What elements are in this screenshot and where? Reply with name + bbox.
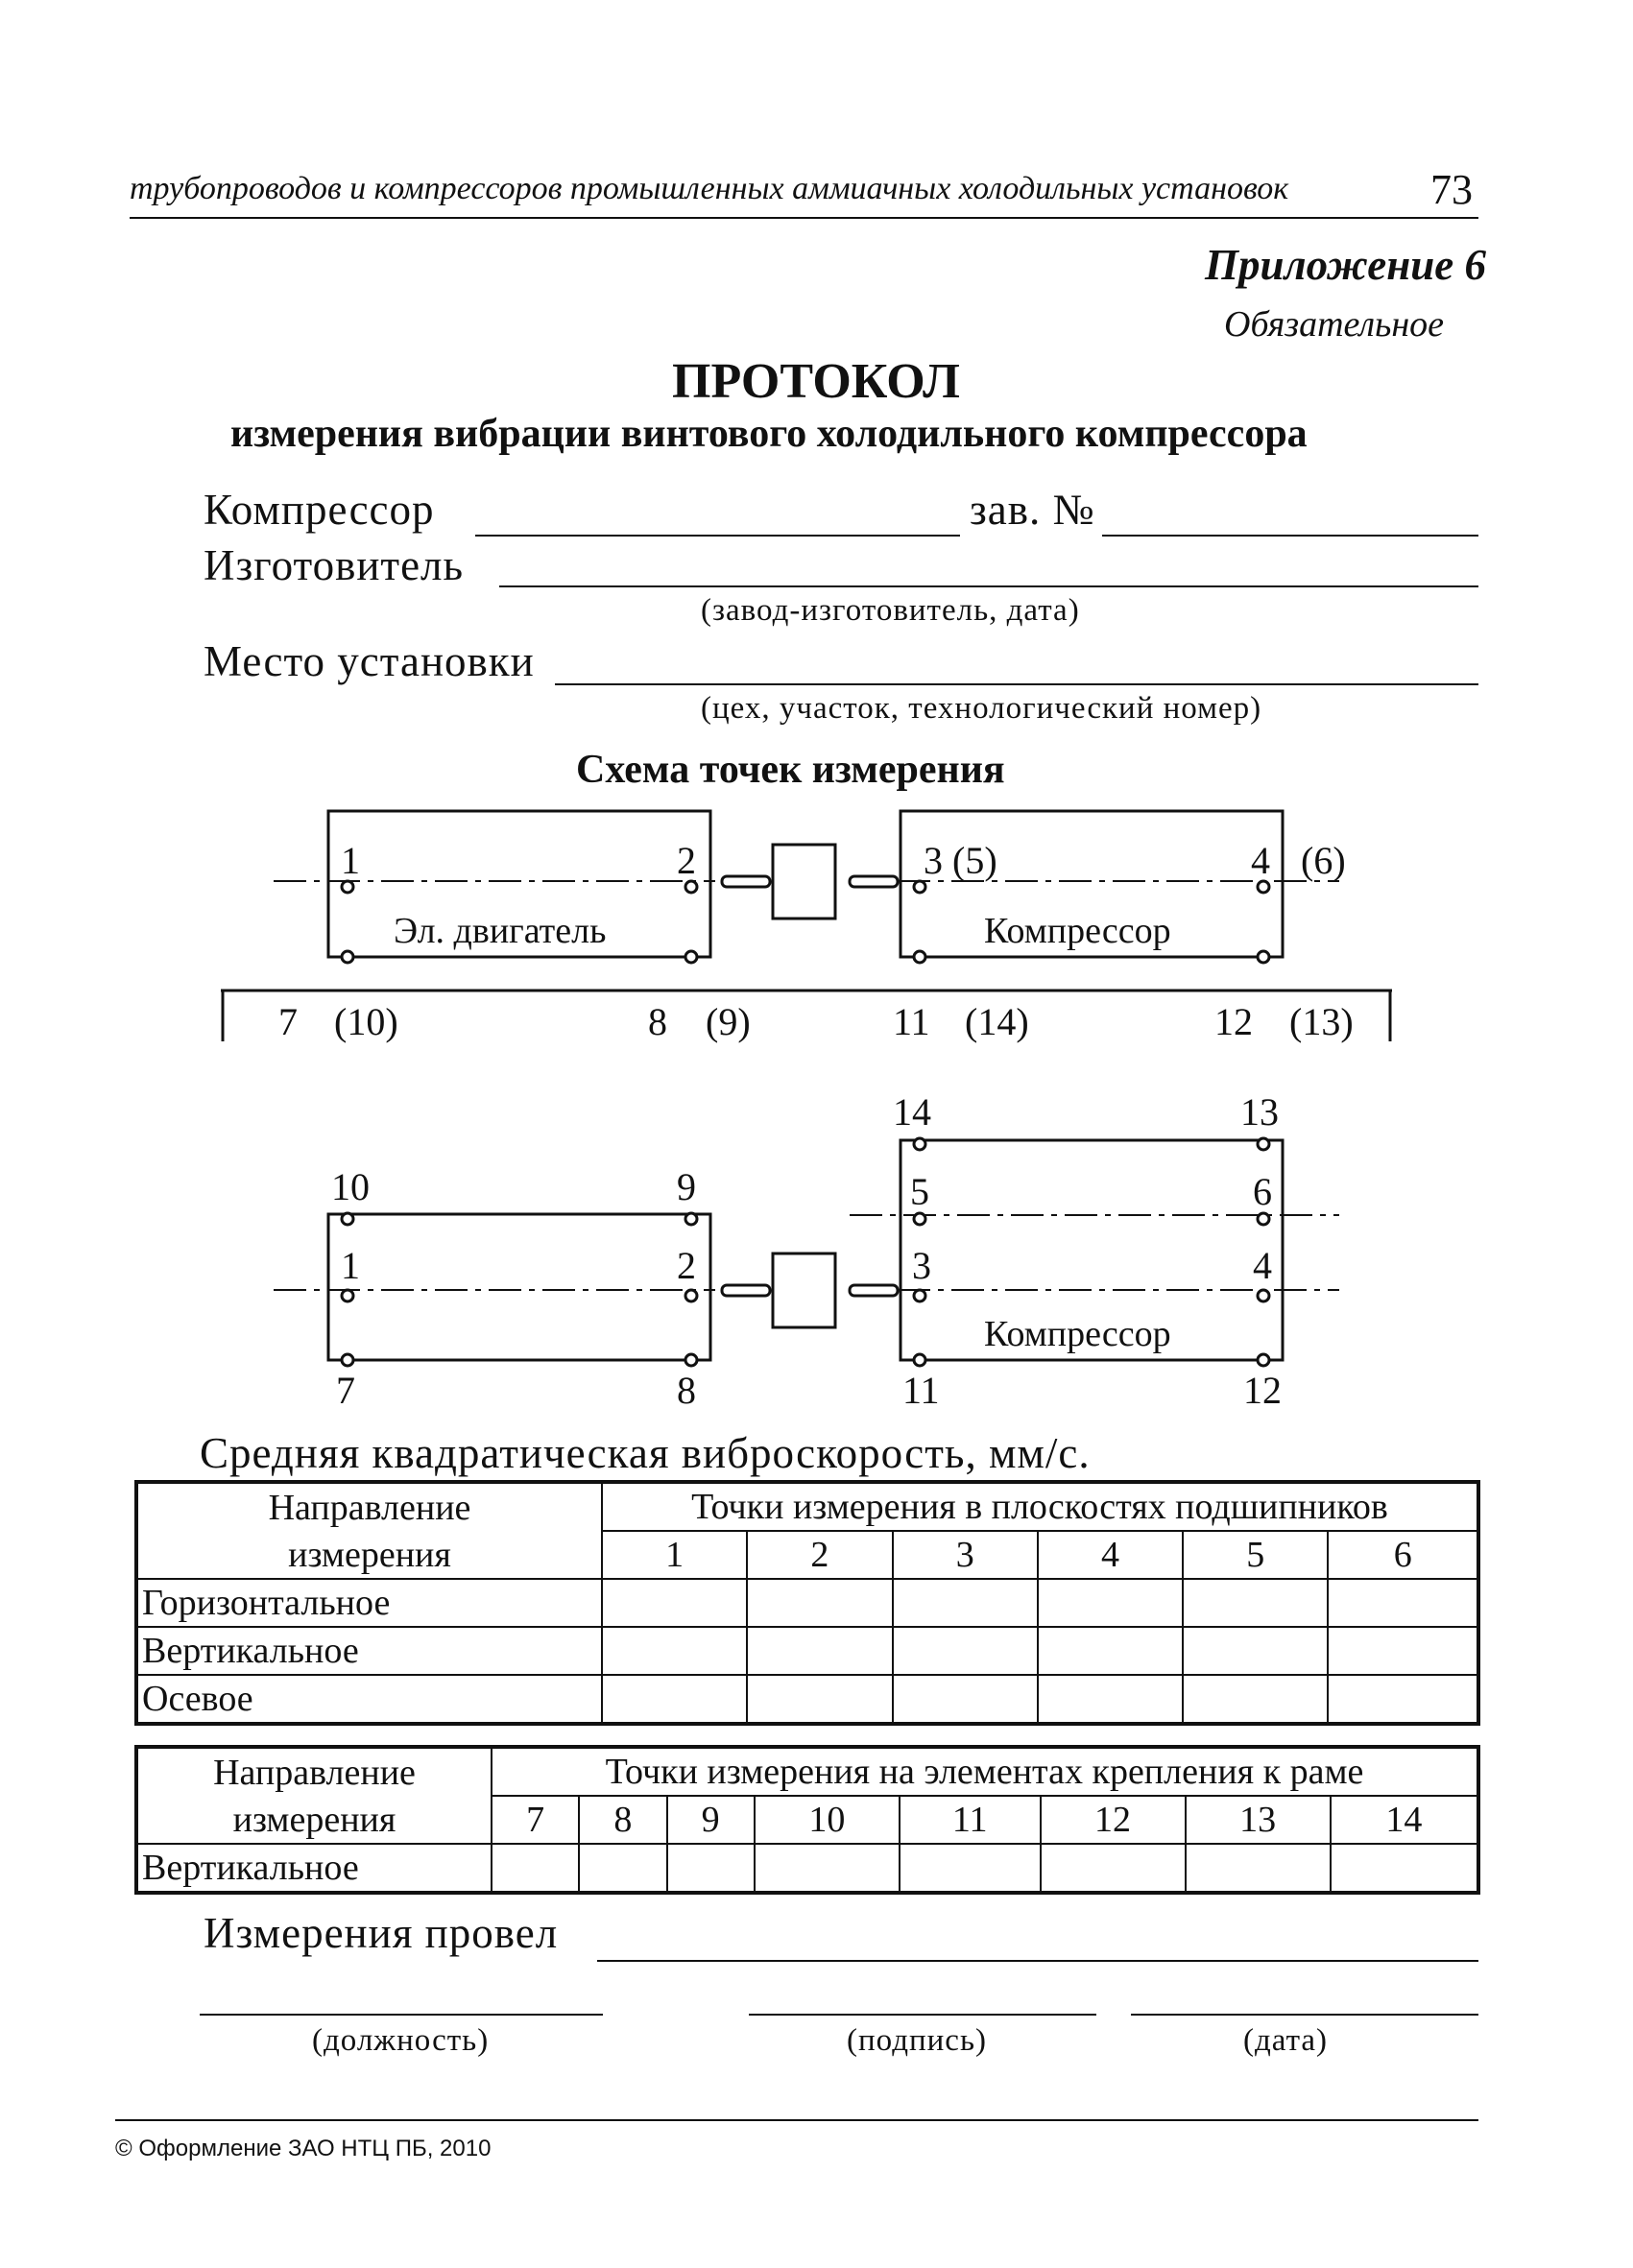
point-label: 2: [677, 1244, 696, 1287]
value-cell[interactable]: [893, 1579, 1038, 1627]
direction-header: измерения: [136, 1531, 602, 1579]
measured-by-field[interactable]: [597, 1960, 1478, 1962]
value-cell[interactable]: [1183, 1627, 1328, 1675]
row-label: Вертикальное: [136, 1627, 602, 1675]
manufacturer-label: Изготовитель: [204, 541, 465, 589]
value-cell[interactable]: [1183, 1675, 1328, 1724]
column-header: 2: [747, 1531, 892, 1579]
running-header: трубопроводов и компрессоров промышленных аммиачных холодильных установок: [130, 171, 1289, 206]
value-cell[interactable]: [1328, 1675, 1478, 1724]
value-cell[interactable]: [747, 1579, 892, 1627]
column-header: 13: [1186, 1796, 1331, 1844]
footer-rule: [115, 2119, 1478, 2121]
point-label: (9): [706, 1000, 751, 1043]
value-cell[interactable]: [1038, 1675, 1183, 1724]
column-header: 4: [1038, 1531, 1183, 1579]
signature-hint: (подпись): [847, 2023, 987, 2058]
header-rule: [130, 217, 1478, 219]
measurement-points-scheme: [0, 787, 1633, 1420]
point-label: 1: [341, 1244, 360, 1287]
appendix-label: Приложение 6: [1205, 241, 1486, 289]
point-label: 3: [912, 1244, 931, 1287]
compressor-label-plan: Компрессор: [984, 1314, 1171, 1354]
plan-coupling-box: [773, 1253, 835, 1327]
document-subtitle: измерения вибрации винтового холодильного компрессора: [230, 412, 1308, 456]
value-cell[interactable]: [1186, 1844, 1331, 1893]
frame-points-table: [134, 1745, 1480, 1895]
column-header: 10: [755, 1796, 900, 1844]
position-hint: (должность): [312, 2023, 490, 2058]
row-label: Вертикальное: [136, 1844, 492, 1893]
point-label: 11: [902, 1369, 940, 1412]
column-header: 12: [1041, 1796, 1186, 1844]
point-label: 8: [677, 1369, 696, 1412]
point-label: (14): [965, 1000, 1029, 1043]
value-cell[interactable]: [1331, 1844, 1478, 1893]
value-cell[interactable]: [755, 1844, 900, 1893]
footer-copyright: © Оформление ЗАО НТЦ ПБ, 2010: [115, 2136, 492, 2161]
value-cell[interactable]: [893, 1627, 1038, 1675]
point-label: 12: [1243, 1369, 1282, 1412]
row-label: Горизонтальное: [136, 1579, 602, 1627]
coupling-box: [773, 845, 835, 919]
value-cell[interactable]: [1038, 1627, 1183, 1675]
value-cell[interactable]: [1328, 1627, 1478, 1675]
value-cell[interactable]: [747, 1627, 892, 1675]
value-cell[interactable]: [602, 1675, 747, 1724]
scheme-title: Схема точек измерения: [576, 748, 1005, 792]
shaft-right: [850, 876, 898, 887]
value-cell[interactable]: [602, 1627, 747, 1675]
value-cell[interactable]: [900, 1844, 1041, 1893]
manufacturer-hint: (завод-изготовитель, дата): [701, 593, 1080, 628]
point-label: 14: [893, 1090, 931, 1134]
serial-number-field[interactable]: [1102, 535, 1478, 537]
value-cell[interactable]: [492, 1844, 579, 1893]
column-header: 1: [602, 1531, 747, 1579]
motor-label: Эл. двигатель: [394, 911, 607, 951]
point-label: 8: [648, 1000, 667, 1043]
row-label: Осевое: [136, 1675, 602, 1724]
point-label: 3 (5): [924, 839, 997, 882]
location-field[interactable]: [555, 683, 1478, 685]
column-header: 8: [579, 1796, 666, 1844]
position-field[interactable]: [200, 2014, 603, 2016]
column-header: 6: [1328, 1531, 1478, 1579]
value-cell[interactable]: [579, 1844, 666, 1893]
value-cell[interactable]: [1038, 1579, 1183, 1627]
compressor-label: Компрессор: [204, 486, 435, 534]
column-header: 11: [900, 1796, 1041, 1844]
point-label: 1: [341, 839, 360, 882]
location-label: Место установки: [204, 637, 535, 685]
document-title: ПРОТОКОЛ: [672, 354, 960, 409]
point-label: (10): [334, 1000, 398, 1043]
column-header: 7: [492, 1796, 579, 1844]
table-row: [136, 1627, 1478, 1675]
point-label: 10: [331, 1165, 370, 1208]
value-cell[interactable]: [747, 1675, 892, 1724]
value-cell[interactable]: [1041, 1844, 1186, 1893]
value-cell[interactable]: [1183, 1579, 1328, 1627]
value-cell[interactable]: [1328, 1579, 1478, 1627]
measurements-caption: Средняя квадратическая виброскорость, мм/с.: [200, 1429, 1091, 1477]
point-label: 11: [893, 1000, 930, 1043]
signature-field[interactable]: [749, 2014, 1096, 2016]
bearing-points-table: [134, 1480, 1480, 1726]
date-field[interactable]: [1131, 2014, 1478, 2016]
value-cell[interactable]: [602, 1579, 747, 1627]
plan-motor-box: [328, 1214, 710, 1360]
group-header: Точки измерения на элементах крепления к раме: [492, 1747, 1478, 1796]
group-header: Точки измерения в плоскостях подшипников: [602, 1482, 1478, 1531]
column-header: 3: [893, 1531, 1038, 1579]
plan-shaft-left: [722, 1285, 770, 1296]
column-header: 9: [667, 1796, 755, 1844]
column-header: 5: [1183, 1531, 1328, 1579]
point-label: 7: [278, 1000, 298, 1043]
page-number: 73: [1430, 166, 1473, 213]
plan-shaft-right: [850, 1285, 898, 1296]
serial-number-label: зав. №: [970, 486, 1095, 534]
value-cell[interactable]: [667, 1844, 755, 1893]
table-row: [136, 1844, 1478, 1893]
direction-header: измерения: [136, 1796, 492, 1844]
compressor-label-top: Компрессор: [984, 911, 1171, 951]
value-cell[interactable]: [893, 1675, 1038, 1724]
direction-header: Направление: [136, 1482, 602, 1531]
point-label: 4: [1251, 839, 1270, 882]
point-label: 13: [1240, 1090, 1279, 1134]
shaft-left: [722, 876, 770, 887]
compressor-field[interactable]: [475, 535, 960, 537]
point-label: 2: [677, 839, 696, 882]
direction-header: Направление: [136, 1747, 492, 1796]
column-header: 14: [1331, 1796, 1478, 1844]
point-label: 9: [677, 1165, 696, 1208]
point-label: 7: [336, 1369, 355, 1412]
manufacturer-field[interactable]: [499, 585, 1478, 587]
table-row: [136, 1579, 1478, 1627]
point-label: (6): [1301, 839, 1346, 882]
appendix-status: Обязательное: [1224, 304, 1445, 345]
point-label: 12: [1214, 1000, 1253, 1043]
point-label: 4: [1253, 1244, 1272, 1287]
location-hint: (цех, участок, технологический номер): [701, 691, 1262, 726]
point-label: 5: [910, 1170, 929, 1213]
date-hint: (дата): [1243, 2023, 1329, 2058]
table-row: [136, 1675, 1478, 1724]
point-label: (13): [1289, 1000, 1354, 1043]
point-label: 6: [1253, 1170, 1272, 1213]
measured-by-label: Измерения провел: [204, 1909, 559, 1957]
